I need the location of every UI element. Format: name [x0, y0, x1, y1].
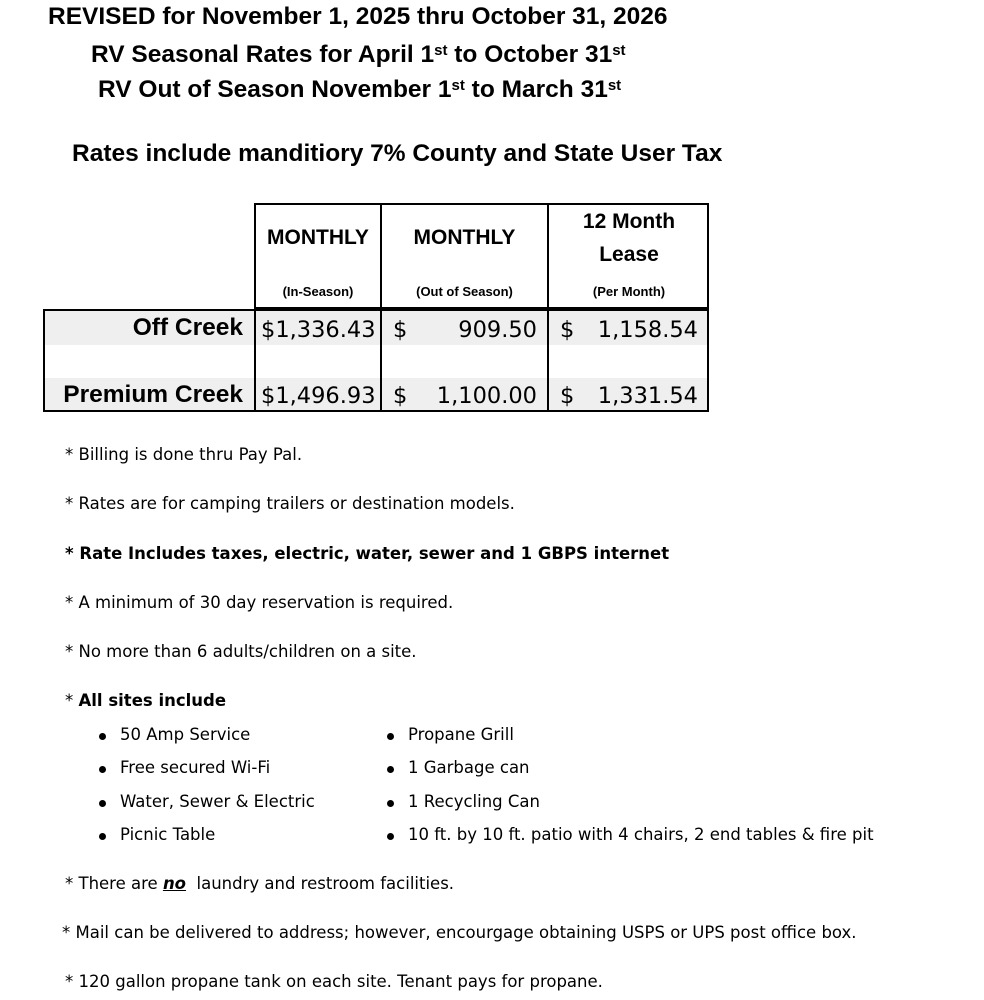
note-propane: * 120 gallon propane tank on each site. Tenant pays for propane. [65, 972, 603, 991]
amenity-item: 1 Recycling Can [408, 792, 540, 811]
row-label-off-creek: Off Creek [132, 314, 243, 341]
note-laundry: * There are no laundry and restroom facilities. [65, 874, 455, 893]
amenity-item: Picnic Table [120, 825, 216, 844]
cell-out-season: 1,100.00 [436, 383, 537, 409]
note-minimum: * A minimum of 30 day reservation is required. [65, 593, 454, 612]
column-lease-subtitle: (Per Month) [592, 284, 666, 299]
cell-lease: 1,158.54 [597, 317, 698, 343]
note-billing: * Billing is done thru Pay Pal. [65, 445, 303, 464]
note-occupancy: * No more than 6 adults/children on a site. [65, 642, 417, 661]
amenity-item: Water, Sewer & Electric [120, 792, 315, 811]
note-includes: * Rate Includes taxes, electric, water, sewer and 1 GBPS internet [65, 544, 670, 563]
cell-in-season: $1,496.93 [261, 383, 376, 409]
cell-lease: 1,331.54 [597, 383, 698, 409]
amenity-item: 10 ft. by 10 ft. patio with 4 chairs, 2 end tables & fire pit [408, 825, 874, 844]
page-title: REVISED for November 1, 2025 thru October 31, 2026 [48, 3, 668, 30]
note-mail: * Mail can be delivered to address; however, encourgage obtaining USPS or UPS post office box. [62, 923, 857, 942]
column-in-season-title: MONTHLY [267, 226, 369, 249]
bullet-icon [99, 800, 106, 807]
bullet-icon [99, 766, 106, 773]
column-in-season-subtitle: (In-Season) [282, 284, 354, 299]
column-out-season-subtitle: (Out of Season) [416, 284, 513, 299]
amenity-item: 1 Garbage can [408, 758, 530, 777]
cell-currency: $ [560, 317, 575, 343]
bullet-icon [387, 833, 394, 840]
cell-currency: $ [560, 383, 575, 409]
tax-note: Rates include manditiory 7% County and State User Tax [72, 140, 723, 167]
column-divider [547, 309, 549, 412]
cell-currency: $ [393, 317, 408, 343]
bullet-icon [387, 733, 394, 740]
row-label-premium-creek: Premium Creek [63, 381, 243, 408]
note-rates-for: * Rates are for camping trailers or destination models. [65, 494, 515, 513]
bullet-icon [387, 766, 394, 773]
seasonal-dates-heading: RV Seasonal Rates for April 1st to October 31st [91, 41, 626, 68]
amenity-item: Propane Grill [408, 725, 514, 744]
note-all-sites: * All sites include [65, 691, 227, 710]
cell-out-season: 909.50 [458, 317, 537, 343]
column-divider [380, 309, 382, 412]
bullet-icon [99, 833, 106, 840]
cell-currency: $ [393, 383, 408, 409]
cell-in-season: $1,336.43 [261, 317, 376, 343]
amenity-item: Free secured Wi-Fi [120, 758, 271, 777]
column-divider [254, 309, 256, 412]
column-out-season-title: MONTHLY [413, 226, 516, 249]
bullet-icon [99, 733, 106, 740]
column-lease-title-line2: Lease [599, 243, 659, 266]
bullet-icon [387, 800, 394, 807]
amenity-item: 50 Amp Service [120, 725, 251, 744]
off-season-dates-heading: RV Out of Season November 1st to March 31st [98, 76, 622, 103]
column-lease-title: 12 Month [582, 210, 676, 233]
